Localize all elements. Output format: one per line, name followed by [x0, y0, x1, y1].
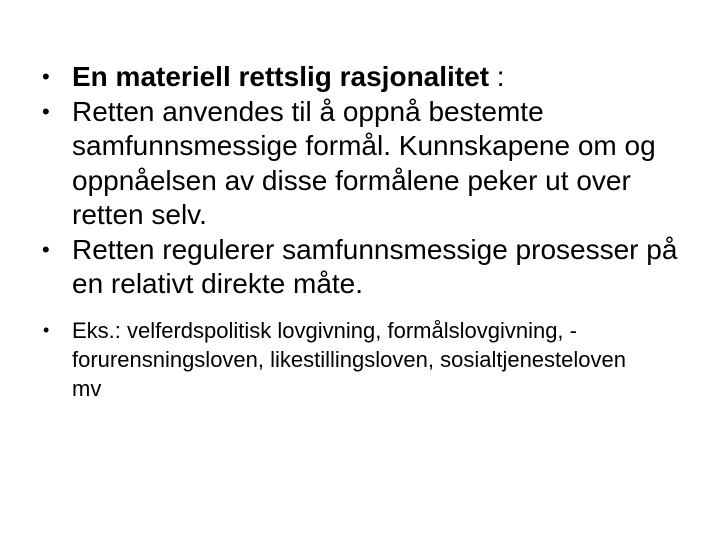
bullet-icon: • [42, 98, 50, 124]
bullet-icon: • [43, 319, 50, 340]
bullet-heading-bold: En materiell rettslig rasjonalitet [72, 61, 490, 92]
bullet-icon: • [42, 236, 50, 262]
bullet-heading-tail: : [489, 61, 505, 92]
example-item [40, 316, 632, 403]
bullet-item-purpose [40, 95, 680, 233]
bullet-list [40, 60, 680, 302]
bullet-item-heading [40, 60, 680, 95]
example-list [40, 316, 680, 403]
bullet-text: Retten regulerer samfunnsmessige prosesser på en relativt direkte måte. [72, 233, 678, 299]
bullet-icon: • [42, 64, 50, 89]
example-text: Eks.: velferdspolitisk lovgivning, formålslovgivning, - forurensningsloven, likestillingsloven, sosialtjenesteloven mv [72, 317, 626, 401]
slide-content [40, 60, 680, 403]
bullet-text: Retten anvendes til å oppnå bestemte samfunnsmessige formål. Kunnskapene om og oppnåelsen av disse formålene peker ut over retten selv. [72, 95, 656, 230]
bullet-item-regulation [40, 233, 680, 302]
